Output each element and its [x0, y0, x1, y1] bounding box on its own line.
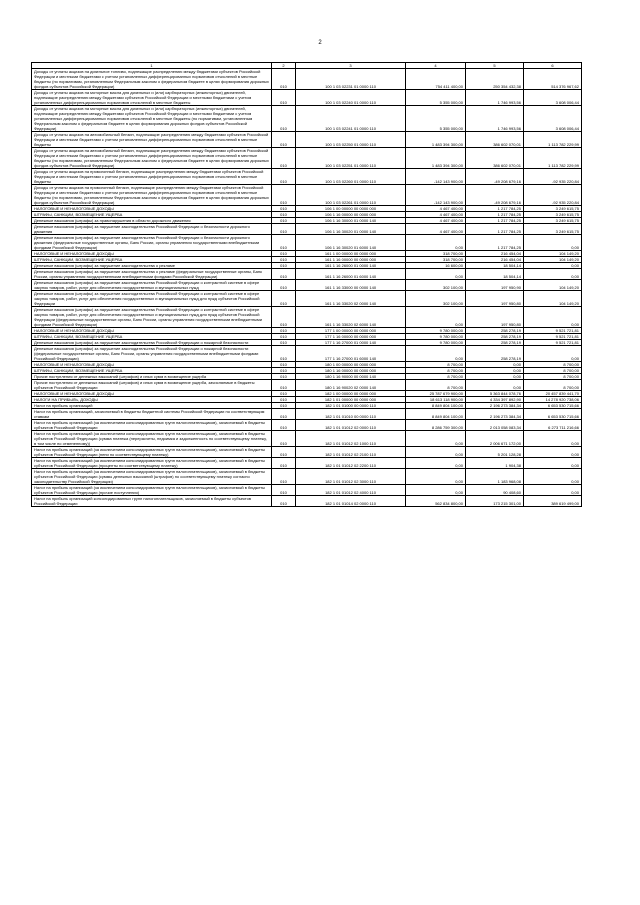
row-line-code: 010	[272, 185, 296, 206]
row-approved: 9 780 000,00	[406, 328, 466, 334]
row-approved: 0,00	[406, 307, 466, 328]
table-row	[32, 307, 582, 328]
row-income-code: 182 1 01 01012 02 1000 110	[296, 431, 406, 447]
row-executed: 1 904,38	[466, 458, 524, 469]
row-line-code: 010	[272, 409, 296, 420]
row-approved: 16 600,00	[406, 263, 466, 269]
row-unexecuted: 1 113 782 229,99	[524, 132, 582, 148]
row-unexecuted: 9 521 721,81	[524, 334, 582, 340]
row-line-code: 010	[272, 447, 296, 458]
row-executed: 1 746 993,56	[466, 90, 524, 106]
row-approved: 5 355 000,00	[406, 106, 466, 132]
col-header-5: 5	[466, 63, 524, 69]
row-line-code: 010	[272, 291, 296, 307]
row-executed: 4 334 397 892,90	[466, 397, 524, 403]
row-income-code: 100 1 03 02261 01 0000 110	[296, 185, 406, 206]
row-income-code: 182 1 01 01014 02 0000 110	[296, 496, 406, 507]
row-income-code: 100 1 03 02240 01 0000 110	[296, 90, 406, 106]
row-name: Доходы от уплаты акцизов на прямогонный бензин, подлежащие распределению между бюджетами субъектов Российской Федерации и местными бюджетами с учетом установленных дифференцированных нормативов отчислений в местные бюджеты	[32, 169, 272, 185]
table-row	[32, 458, 582, 469]
row-executed: 216 454,04	[466, 257, 524, 263]
row-line-code: 010	[272, 148, 296, 169]
row-approved: -142 143 900,00	[406, 169, 466, 185]
row-name: Денежные взыскания (штрафы) за нарушение законодательства Российской Федерации о безопасности дорожного движения	[32, 224, 272, 235]
row-unexecuted: 3 249 615,75	[524, 206, 582, 212]
row-approved: 0,00	[406, 431, 466, 447]
row-line-code: 010	[272, 169, 296, 185]
row-line-code: 010	[272, 420, 296, 431]
row-unexecuted: 3 249 615,75	[524, 218, 582, 224]
row-approved: 318 700,00	[406, 251, 466, 257]
page-number: 2	[318, 40, 322, 46]
row-income-code: 182 1 01 01012 02 0000 110	[296, 420, 406, 431]
row-income-code: 100 1 03 02250 01 0000 110	[296, 132, 406, 148]
table-row	[32, 420, 582, 431]
row-line-code: 010	[272, 403, 296, 409]
row-line-code: 010	[272, 218, 296, 224]
row-approved: 8 700,00	[406, 368, 466, 374]
row-income-code: 161 1 16 33020 02 6000 140	[296, 307, 406, 328]
row-executed: 0,00	[466, 368, 524, 374]
table-row	[32, 148, 582, 169]
row-unexecuted: 9 521 721,81	[524, 340, 582, 346]
row-approved: 562 834 800,00	[406, 496, 466, 507]
row-income-code: 161 1 16 33020 02 0000 140	[296, 291, 406, 307]
table-row	[32, 346, 582, 362]
row-unexecuted: 6 273 711 216,66	[524, 420, 582, 431]
row-approved: 0,00	[406, 485, 466, 496]
row-line-code: 010	[272, 263, 296, 269]
row-approved: -142 143 900,00	[406, 185, 466, 206]
row-executed: 1 217 784,25	[466, 235, 524, 251]
row-name: Денежные взыскания (штрафы) за нарушение законодательства о рекламе	[32, 263, 272, 269]
row-line-code: 010	[272, 251, 296, 257]
row-unexecuted: 0,00	[524, 447, 582, 458]
row-approved: 0,00	[406, 458, 466, 469]
row-approved: 0,00	[406, 447, 466, 458]
row-unexecuted: 0,00	[524, 469, 582, 485]
table-row	[32, 185, 582, 206]
row-approved: 0,00	[406, 269, 466, 280]
row-income-code: 182 1 01 01000 00 0000 110	[296, 403, 406, 409]
row-unexecuted: 8 700,00	[524, 380, 582, 391]
row-approved: 0,00	[406, 469, 466, 485]
row-income-code: 161 1 16 26000 01 6000 140	[296, 269, 406, 280]
row-name: Налог на прибыль организаций консолидированных групп налогоплательщиков, зачисляемый в бюджеты субъектов Российской Федерации	[32, 496, 272, 507]
row-approved: 18 613 118 900,00	[406, 397, 466, 403]
table-row	[32, 224, 582, 235]
table-row	[32, 431, 582, 447]
row-unexecuted: 0,00	[524, 263, 582, 269]
row-unexecuted: 3 608 006,44	[524, 106, 582, 132]
row-approved: 4 467 400,00	[406, 206, 466, 212]
row-name: Налог на прибыль организаций, зачисляемый в бюджеты бюджетной системы Российской Федерации по соответствующим ставкам	[32, 409, 272, 420]
col-header-3: 3	[296, 63, 406, 69]
row-executed: 216 454,04	[466, 251, 524, 257]
row-line-code: 010	[272, 362, 296, 368]
row-unexecuted: 8 700,00	[524, 362, 582, 368]
row-income-code: 182 1 01 01012 02 3000 110	[296, 469, 406, 485]
row-approved: 8 700,00	[406, 362, 466, 368]
row-executed: 18 504,14	[466, 263, 524, 269]
row-unexecuted: 104 149,20	[524, 251, 582, 257]
row-income-code: 182 1 00 00000 00 0000 000	[296, 391, 406, 397]
row-line-code: 010	[272, 235, 296, 251]
row-line-code: 010	[272, 307, 296, 328]
row-unexecuted: 104 149,20	[524, 291, 582, 307]
row-name: Денежные взыскания (штрафы) за нарушение законодательства Российской Федерации о пожарной безопасности (федеральные государственные органы, Банк России, органы управления государственными внебюджетными фондами Российской Федерации)	[32, 346, 272, 362]
row-approved: 8 849 804 100,00	[406, 409, 466, 420]
row-line-code: 010	[272, 431, 296, 447]
row-approved: 1 483 394 300,00	[406, 148, 466, 169]
row-line-code: 010	[272, 132, 296, 148]
row-income-code: 182 1 01 01012 02 4000 110	[296, 485, 406, 496]
row-approved: 0,00	[406, 235, 466, 251]
row-income-code: 100 1 03 02241 01 0000 110	[296, 106, 406, 132]
row-approved: 0,00	[406, 346, 466, 362]
row-unexecuted: 0,00	[524, 307, 582, 328]
row-executed: 0,00	[466, 362, 524, 368]
row-income-code: 161 1 00 00000 00 0000 000	[296, 251, 406, 257]
row-unexecuted: 6 653 530 715,66	[524, 403, 582, 409]
row-line-code: 010	[272, 469, 296, 485]
table-row	[32, 447, 582, 458]
row-line-code: 010	[272, 340, 296, 346]
row-income-code: 180 1 00 00000 00 0000 000	[296, 362, 406, 368]
row-line-code: 010	[272, 206, 296, 212]
row-executed: 5 363 844 078,76	[466, 391, 524, 397]
row-unexecuted: 14 278 920 738,06	[524, 397, 582, 403]
table-row	[32, 485, 582, 496]
row-unexecuted: 0,00	[524, 269, 582, 280]
row-unexecuted: 3 249 615,75	[524, 212, 582, 218]
row-line-code: 010	[272, 496, 296, 507]
row-approved: 5 355 000,00	[406, 90, 466, 106]
row-executed: 1 217 784,25	[466, 212, 524, 218]
row-unexecuted: 9 521 721,81	[524, 328, 582, 334]
row-unexecuted: 1 113 782 229,99	[524, 148, 582, 169]
row-unexecuted: 20 457 839 441,70	[524, 391, 582, 397]
row-income-code: 180 1 16 90000 00 0000 140	[296, 374, 406, 380]
row-executed: 173 215 301,00	[466, 496, 524, 507]
row-income-code: 182 1 01 00000 00 0000 000	[296, 397, 406, 403]
row-unexecuted: 3 249 615,75	[524, 224, 582, 235]
row-executed: 197 950,80	[466, 307, 524, 328]
row-income-code: 182 1 01 01012 02 2200 110	[296, 458, 406, 469]
report-table	[31, 62, 582, 507]
row-name: Денежные взыскания (штрафы) за нарушение законодательства Российской Федерации о безопасности дорожного движения (федеральные государственные органы, Банк России, органы управления государственными внебюджетными фондами Российской Федерации)	[32, 235, 272, 251]
row-unexecuted: 104 149,20	[524, 280, 582, 291]
row-executed: 197 950,90	[466, 280, 524, 291]
row-name: Доходы от уплаты акцизов на автомобильный бензин, подлежащие распределению между бюджетами субъектов Российской Федерации и местными бюджетами с учетом установленных дифференцированных нормативов отчислений в местные бюджеты (по нормативам, установленным Федеральным законом о федеральном бюджете в целях формирования дорожных фондов субъектов Российской Федерации)	[32, 148, 272, 169]
row-name: Налог на прибыль организаций (за исключением консолидированных групп налогоплательщиков), зачисляемый в бюджеты субъектов Российской Федерации	[32, 420, 272, 431]
row-executed: 258 278,19	[466, 340, 524, 346]
row-approved: 302 100,00	[406, 280, 466, 291]
row-executed: 2 006 671 172,00	[466, 431, 524, 447]
row-executed: 1 217 784,25	[466, 218, 524, 224]
row-line-code: 010	[272, 224, 296, 235]
row-line-code: 010	[272, 368, 296, 374]
row-name: Доходы от уплаты акцизов на прямогонный бензин, подлежащие распределению между бюджетами субъектов Российской Федерации и местными бюджетами с учетом установленных дифференцированных нормативов отчислений в местные бюджеты (по нормативам, установленным Федеральным законом о федеральном бюджете в целях формирования дорожных фондов субъектов Российской Федерации)	[32, 185, 272, 206]
row-approved: 4 467 400,00	[406, 218, 466, 224]
row-line-code: 010	[272, 380, 296, 391]
row-executed: 1 746 993,56	[466, 106, 524, 132]
row-executed: 2 196 273 384,34	[466, 409, 524, 420]
row-executed: 258 278,19	[466, 328, 524, 334]
row-approved: 302 100,00	[406, 291, 466, 307]
row-executed: 18 504,14	[466, 269, 524, 280]
row-name: Денежные взыскания (штрафы) за нарушение законодательства Российской Федерации о пожарной безопасности	[32, 340, 272, 346]
row-approved: 1 483 394 300,00	[406, 132, 466, 148]
row-unexecuted: 8 700,00	[524, 368, 582, 374]
row-unexecuted: 8 700,00	[524, 374, 582, 380]
row-line-code: 010	[272, 69, 296, 90]
row-name: Доходы от уплаты акцизов на моторные масла для дизельных и (или) карбюраторных (инжекторных) двигателей, подлежащие распределению между бюджетами субъектов Российской Федерации и местными бюджетами с учетом установленных дифференцированных нормативов отчислений в местные бюджеты (по нормативам, установленным Федеральным законом о федеральном бюджете в целях формирования дорожных фондов субъектов Российской Федерации)	[32, 106, 272, 132]
row-income-code: 177 1 16 27000 01 6000 140	[296, 346, 406, 362]
row-executed: 258 278,19	[466, 334, 524, 340]
table-row	[32, 409, 582, 420]
table-row	[32, 280, 582, 291]
row-income-code: 106 1 16 30020 01 6000 140	[296, 235, 406, 251]
row-executed: 386 602 070,01	[466, 132, 524, 148]
row-name: ШТРАФЫ, САНКЦИИ, ВОЗМЕЩЕНИЕ УЩЕРБА	[32, 334, 272, 340]
table-row	[32, 469, 582, 485]
row-approved: 754 411 400,00	[406, 69, 466, 90]
table-row	[32, 291, 582, 307]
table-row	[32, 132, 582, 148]
row-line-code: 010	[272, 328, 296, 334]
row-unexecuted: 0,00	[524, 485, 582, 496]
row-unexecuted: 389 619 499,00	[524, 496, 582, 507]
row-line-code: 010	[272, 391, 296, 397]
row-income-code: 100 1 03 02231 01 0000 110	[296, 69, 406, 90]
col-header-1: 1	[32, 63, 272, 69]
row-executed: 0,00	[466, 374, 524, 380]
row-approved: 318 700,00	[406, 257, 466, 263]
row-line-code: 010	[272, 212, 296, 218]
row-income-code: 177 1 16 00000 00 0000 000	[296, 334, 406, 340]
row-income-code: 180 1 16 90020 02 0000 140	[296, 380, 406, 391]
row-executed: 2 013 058 083,34	[466, 420, 524, 431]
row-name: Налог на прибыль организаций (за исключением консолидированных групп налогоплательщиков), зачисляемый в бюджеты субъектов Российской Федерации (проценты по соответствующему платежу)	[32, 458, 272, 469]
row-approved: 8 700,00	[406, 380, 466, 391]
row-unexecuted: 514 376 967,62	[524, 69, 582, 90]
row-name: Денежные взыскания (штрафы) за нарушение законодательства Российской Федерации о контрактной системе в сфере закупок товаров, работ, услуг для обеспечения государственных и муниципальных нужд	[32, 280, 272, 291]
row-name: ШТРАФЫ, САНКЦИИ, ВОЗМЕЩЕНИЕ УЩЕРБА	[32, 368, 272, 374]
row-approved: 8 286 759 300,00	[406, 420, 466, 431]
row-name: НАЛОГОВЫЕ И НЕНАЛОГОВЫЕ ДОХОДЫ	[32, 328, 272, 334]
row-name: НАЛОГОВЫЕ И НЕНАЛОГОВЫЕ ДОХОДЫ	[32, 251, 272, 257]
row-approved: 9 780 000,00	[406, 334, 466, 340]
row-approved: 9 780 000,00	[406, 340, 466, 346]
col-header-4: 4	[406, 63, 466, 69]
row-line-code: 010	[272, 374, 296, 380]
row-approved: 25 787 679 900,00	[406, 391, 466, 397]
row-income-code: 106 1 00 00000 00 0000 000	[296, 206, 406, 212]
row-income-code: 182 1 01 01010 00 0000 110	[296, 409, 406, 420]
row-income-code: 161 1 16 26000 01 0000 140	[296, 263, 406, 269]
row-unexecuted: 0,00	[524, 458, 582, 469]
row-income-code: 161 1 16 00000 00 0000 000	[296, 257, 406, 263]
row-unexecuted: 0,00	[524, 346, 582, 362]
row-executed: 197 950,80	[466, 291, 524, 307]
col-header-2: 2	[272, 63, 296, 69]
row-name: Налог на прибыль организаций (за исключением консолидированных групп налогоплательщиков), зачисляемый в бюджеты субъектов Российской Федерации (пени по соответствующему платежу)	[32, 447, 272, 458]
row-name: Денежные взыскания (штрафы) за правонарушения в области дорожного движения	[32, 218, 272, 224]
row-executed: 5 201 128,28	[466, 447, 524, 458]
row-executed: 2 196 273 384,34	[466, 403, 524, 409]
row-executed: 1 217 784,25	[466, 206, 524, 212]
table-row	[32, 169, 582, 185]
row-name: НАЛОГОВЫЕ И НЕНАЛОГОВЫЕ ДОХОДЫ	[32, 206, 272, 212]
row-income-code: 100 1 03 02251 01 0000 110	[296, 148, 406, 169]
row-approved: 4 467 400,00	[406, 212, 466, 218]
row-income-code: 106 1 16 30000 01 0000 140	[296, 218, 406, 224]
row-line-code: 010	[272, 90, 296, 106]
table-row	[32, 235, 582, 251]
table-row	[32, 106, 582, 132]
row-unexecuted: 6 653 530 715,66	[524, 409, 582, 420]
row-income-code: 106 1 16 30020 01 0000 140	[296, 224, 406, 235]
row-approved: 8 849 804 100,00	[406, 403, 466, 409]
row-unexecuted: 0,00	[524, 431, 582, 447]
row-executed: 1 183 968,08	[466, 469, 524, 485]
row-name: Денежные взыскания (штрафы) за нарушение законодательства о рекламе (федеральные государственные органы, Банк России, органы управления государственными внебюджетными фондами Российской Федерации)	[32, 269, 272, 280]
row-name: Налог на прибыль организаций (за исключением консолидированных групп налогоплательщиков), зачисляемый в бюджеты субъектов Российской Федерации (суммы денежных взысканий (штрафов) по соответствующему платежу согласно законодательству Российской Федерации)	[32, 469, 272, 485]
row-approved: 8 700,00	[406, 374, 466, 380]
row-name: НАЛОГИ НА ПРИБЫЛЬ, ДОХОДЫ	[32, 397, 272, 403]
row-name: Налог на прибыль организаций (за исключением консолидированных групп налогоплательщиков), зачисляемый в бюджеты субъектов Российской Федерации (сумма платежа (перерасчеты, недоимка и задолженность по соответствующему платежу, в том числе по отмененному))	[32, 431, 272, 447]
row-executed: 386 602 070,01	[466, 148, 524, 169]
col-header-6: 6	[524, 63, 582, 69]
row-line-code: 010	[272, 106, 296, 132]
row-income-code: 161 1 16 33000 00 0000 140	[296, 280, 406, 291]
row-name: НАЛОГОВЫЕ И НЕНАЛОГОВЫЕ ДОХОДЫ	[32, 362, 272, 368]
row-income-code: 100 1 03 02260 01 0000 110	[296, 169, 406, 185]
row-line-code: 010	[272, 346, 296, 362]
row-executed: 1 217 784,25	[466, 224, 524, 235]
table-row	[32, 90, 582, 106]
table-row	[32, 496, 582, 507]
row-line-code: 010	[272, 458, 296, 469]
row-executed: -49 208 679,16	[466, 185, 524, 206]
row-line-code: 010	[272, 269, 296, 280]
row-name: Доходы от уплаты акцизов на автомобильный бензин, подлежащие распределению между бюджетами субъектов Российской Федерации и местными бюджетами с учетом установленных дифференцированных нормативов отчислений в местные бюджеты	[32, 132, 272, 148]
row-line-code: 010	[272, 397, 296, 403]
row-line-code: 010	[272, 280, 296, 291]
table-row	[32, 269, 582, 280]
row-name: Денежные взыскания (штрафы) за нарушение законодательства Российской Федерации о контрактной системе в сфере закупок товаров, работ, услуг для обеспечения государственных и муниципальных нужд для нужд субъектов Российской Федерации (федеральные государственные органы, Банк России, органы управления государственными внебюджетными фондами Российской Федерации)	[32, 307, 272, 328]
row-line-code: 010	[272, 334, 296, 340]
row-name: Денежные взыскания (штрафы) за нарушение законодательства Российской Федерации о контрактной системе в сфере закупок товаров, работ, услуг для обеспечения государственных и муниципальных нужд для нужд субъектов Российской Федерации	[32, 291, 272, 307]
row-unexecuted: -92 935 220,84	[524, 185, 582, 206]
row-name: Доходы от уплаты акцизов на дизельное топливо, подлежащие распределению между бюджетами субъектов Российской Федерации и местными бюджетами с учетом установленных дифференцированных нормативов отчислений в местные бюджеты (по нормативам, установленным Федеральным законом о федеральном бюджете в целях формирования дорожных фондов субъектов Российской Федерации)	[32, 69, 272, 90]
row-line-code: 010	[272, 485, 296, 496]
row-name: Доходы от уплаты акцизов на моторные масла для дизельных и (или) карбюраторных (инжекторных) двигателей, подлежащие распределению между бюджетами субъектов Российской Федерации и местными бюджетами с учетом установленных дифференцированных нормативов отчислений в местные бюджеты	[32, 90, 272, 106]
row-unexecuted: -92 935 220,84	[524, 169, 582, 185]
row-approved: 4 467 400,00	[406, 224, 466, 235]
row-income-code: 182 1 01 01012 02 2100 110	[296, 447, 406, 458]
table-row	[32, 380, 582, 391]
row-income-code: 177 1 00 00000 00 0000 000	[296, 328, 406, 334]
row-executed: -49 208 679,16	[466, 169, 524, 185]
row-name: ШТРАФЫ, САНКЦИИ, ВОЗМЕЩЕНИЕ УЩЕРБА	[32, 212, 272, 218]
row-name: Прочие поступления от денежных взысканий (штрафов) и иных сумм в возмещение ущерба, зачисляемые в бюджеты субъектов Российской Федерации	[32, 380, 272, 391]
row-income-code: 180 1 16 00000 00 0000 000	[296, 368, 406, 374]
row-income-code: 106 1 16 00000 00 0000 000	[296, 212, 406, 218]
row-name: НАЛОГОВЫЕ И НЕНАЛОГОВЫЕ ДОХОДЫ	[32, 391, 272, 397]
row-name: Налог на прибыль организаций (за исключением консолидированных групп налогоплательщиков), зачисляемый в бюджеты субъектов Российской Федерации (прочие поступления)	[32, 485, 272, 496]
row-name: ШТРАФЫ, САНКЦИИ, ВОЗМЕЩЕНИЕ УЩЕРБА	[32, 257, 272, 263]
row-line-code: 010	[272, 257, 296, 263]
row-executed: 258 278,19	[466, 346, 524, 362]
row-unexecuted: 0,00	[524, 235, 582, 251]
row-income-code: 177 1 16 27000 01 0000 140	[296, 340, 406, 346]
table-row	[32, 69, 582, 90]
row-executed: 0,00	[466, 380, 524, 391]
row-executed: 90 408,60	[466, 485, 524, 496]
row-name: Прочие поступления от денежных взысканий (штрафов) и иных сумм в возмещение ущерба	[32, 374, 272, 380]
table-body	[32, 69, 582, 507]
row-unexecuted: 3 608 006,44	[524, 90, 582, 106]
row-executed: 250 354 432,38	[466, 69, 524, 90]
row-unexecuted: 104 149,20	[524, 257, 582, 263]
row-name: Налог на прибыль организаций	[32, 403, 272, 409]
